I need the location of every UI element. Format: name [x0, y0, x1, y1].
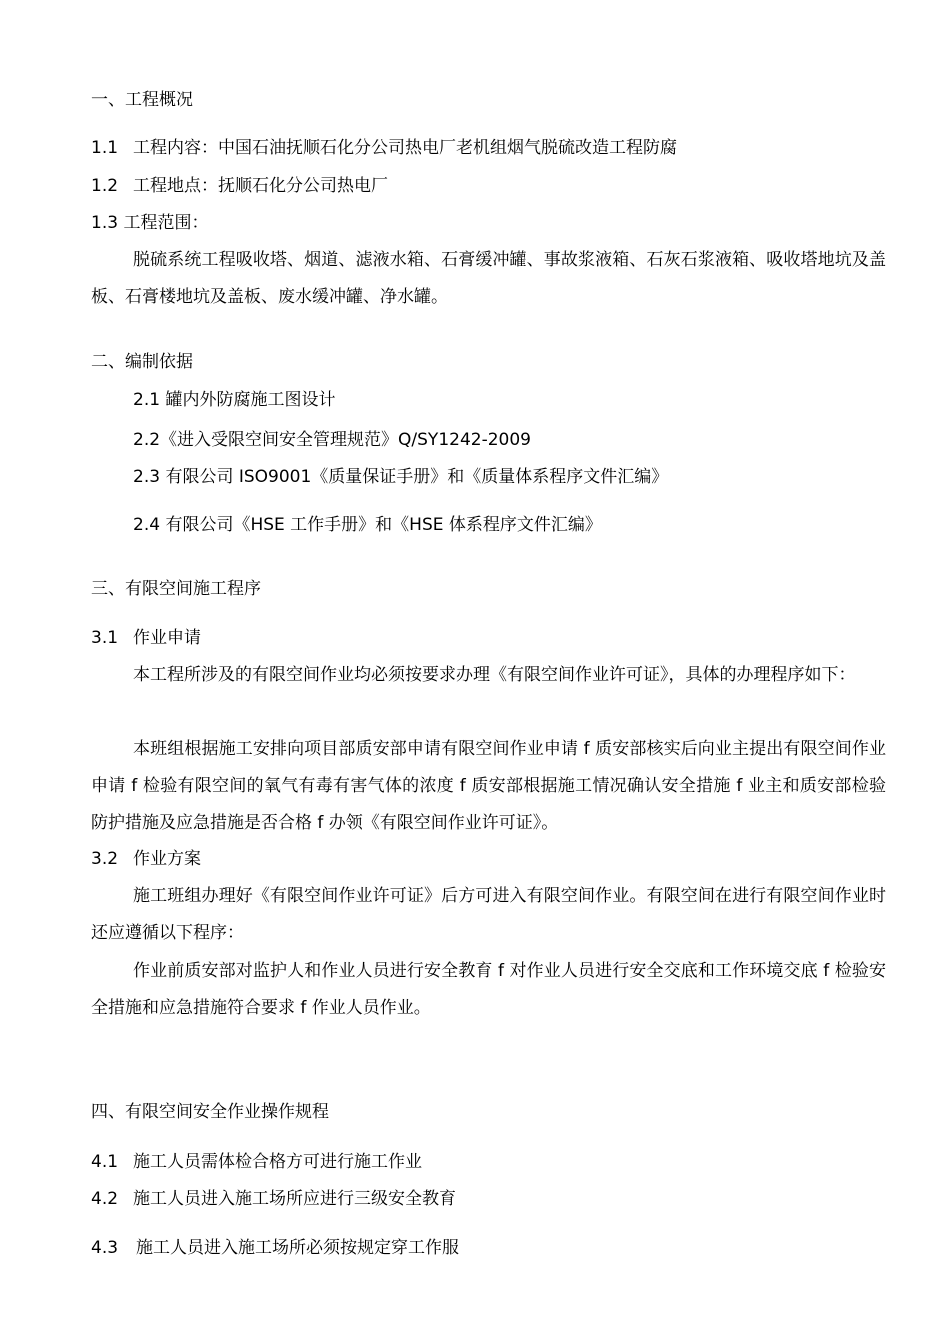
item-3-2-text: 作业方案	[133, 849, 201, 869]
item-3-1-text: 作业申请	[133, 628, 201, 648]
item-3-2	[91, 847, 201, 871]
paragraph-3-1-a: 本工程所涉及的有限空间作业均必须按要求办理《有限空间作业许可证》，具体的办理程序如下：	[133, 665, 856, 685]
item-1-1	[91, 136, 677, 160]
item-1-1-number: 1.1	[91, 138, 119, 158]
item-2-1: 2.1 罐内外防腐施工图设计	[133, 390, 336, 410]
item-3-2-number: 3.2	[91, 849, 119, 869]
item-3-1	[91, 626, 201, 650]
item-4-2-number: 4.2	[91, 1189, 119, 1209]
item-4-1-text: 施工人员需体检合格方可进行施工作业	[133, 1152, 422, 1172]
scope-paragraph: 脱硫系统工程吸收塔、烟道、滤液水箱、石膏缓冲罐、事故浆液箱、石灰石浆液箱、吸收塔地坑及盖板、石膏楼地坑及盖板、废水缓冲罐、净水罐。	[91, 250, 886, 307]
item-2-3: 2.3 有限公司 ISO9001《质量保证手册》和《质量体系程序文件汇编》	[133, 467, 669, 487]
section-4-heading: 四、有限空间安全作业操作规程	[91, 1102, 329, 1122]
item-4-1	[91, 1150, 422, 1174]
item-4-3	[91, 1236, 459, 1260]
item-4-3-number: 4.3	[91, 1238, 119, 1258]
paragraph-3-1-b: 本班组根据施工安排向项目部质安部申请有限空间作业申请 f 质安部核实后向业主提出有限空间作业申请 f 检验有限空间的氧气有毒有害气体的浓度 f 质安部根据施工情况确认安全措施 f 业主和质安部检验防护措施及应急措施是否合格 f 办领《有限空间作业许可证》。	[91, 739, 886, 833]
item-4-1-number: 4.1	[91, 1152, 119, 1172]
item-4-2-text: 施工人员进入施工场所应进行三级安全教育	[133, 1189, 456, 1209]
item-1-1-text: 工程内容：中国石油抚顺石化分公司热电厂老机组烟气脱硫改造工程防腐	[133, 138, 677, 158]
paragraph-3-2-a: 施工班组办理好《有限空间作业许可证》后方可进入有限空间作业。有限空间在进行有限空间作业时还应遵循以下程序：	[91, 886, 886, 943]
paragraph-3-2-b: 作业前质安部对监护人和作业人员进行安全教育 f 对作业人员进行安全交底和工作环境交底 f 检验安全措施和应急措施符合要求 f 作业人员作业。	[91, 961, 886, 1018]
item-3-1-number: 3.1	[91, 628, 119, 648]
section-3-heading: 三、有限空间施工程序	[91, 579, 261, 599]
item-1-2	[91, 174, 388, 198]
item-1-2-number: 1.2	[91, 176, 119, 196]
section-1-heading: 一、工程概况	[91, 90, 193, 110]
item-4-3-text: 施工人员进入施工场所必须按规定穿工作服	[136, 1238, 459, 1258]
item-4-2	[91, 1187, 456, 1211]
item-2-4: 2.4 有限公司《HSE 工作手册》和《HSE 体系程序文件汇编》	[133, 515, 602, 535]
item-1-3: 1.3 工程范围：	[91, 213, 209, 233]
item-2-2: 2.2《进入受限空间安全管理规范》Q/SY1242-2009	[133, 430, 531, 450]
item-1-2-text: 工程地点：抚顺石化分公司热电厂	[133, 176, 388, 196]
section-2-heading: 二、编制依据	[91, 352, 193, 372]
